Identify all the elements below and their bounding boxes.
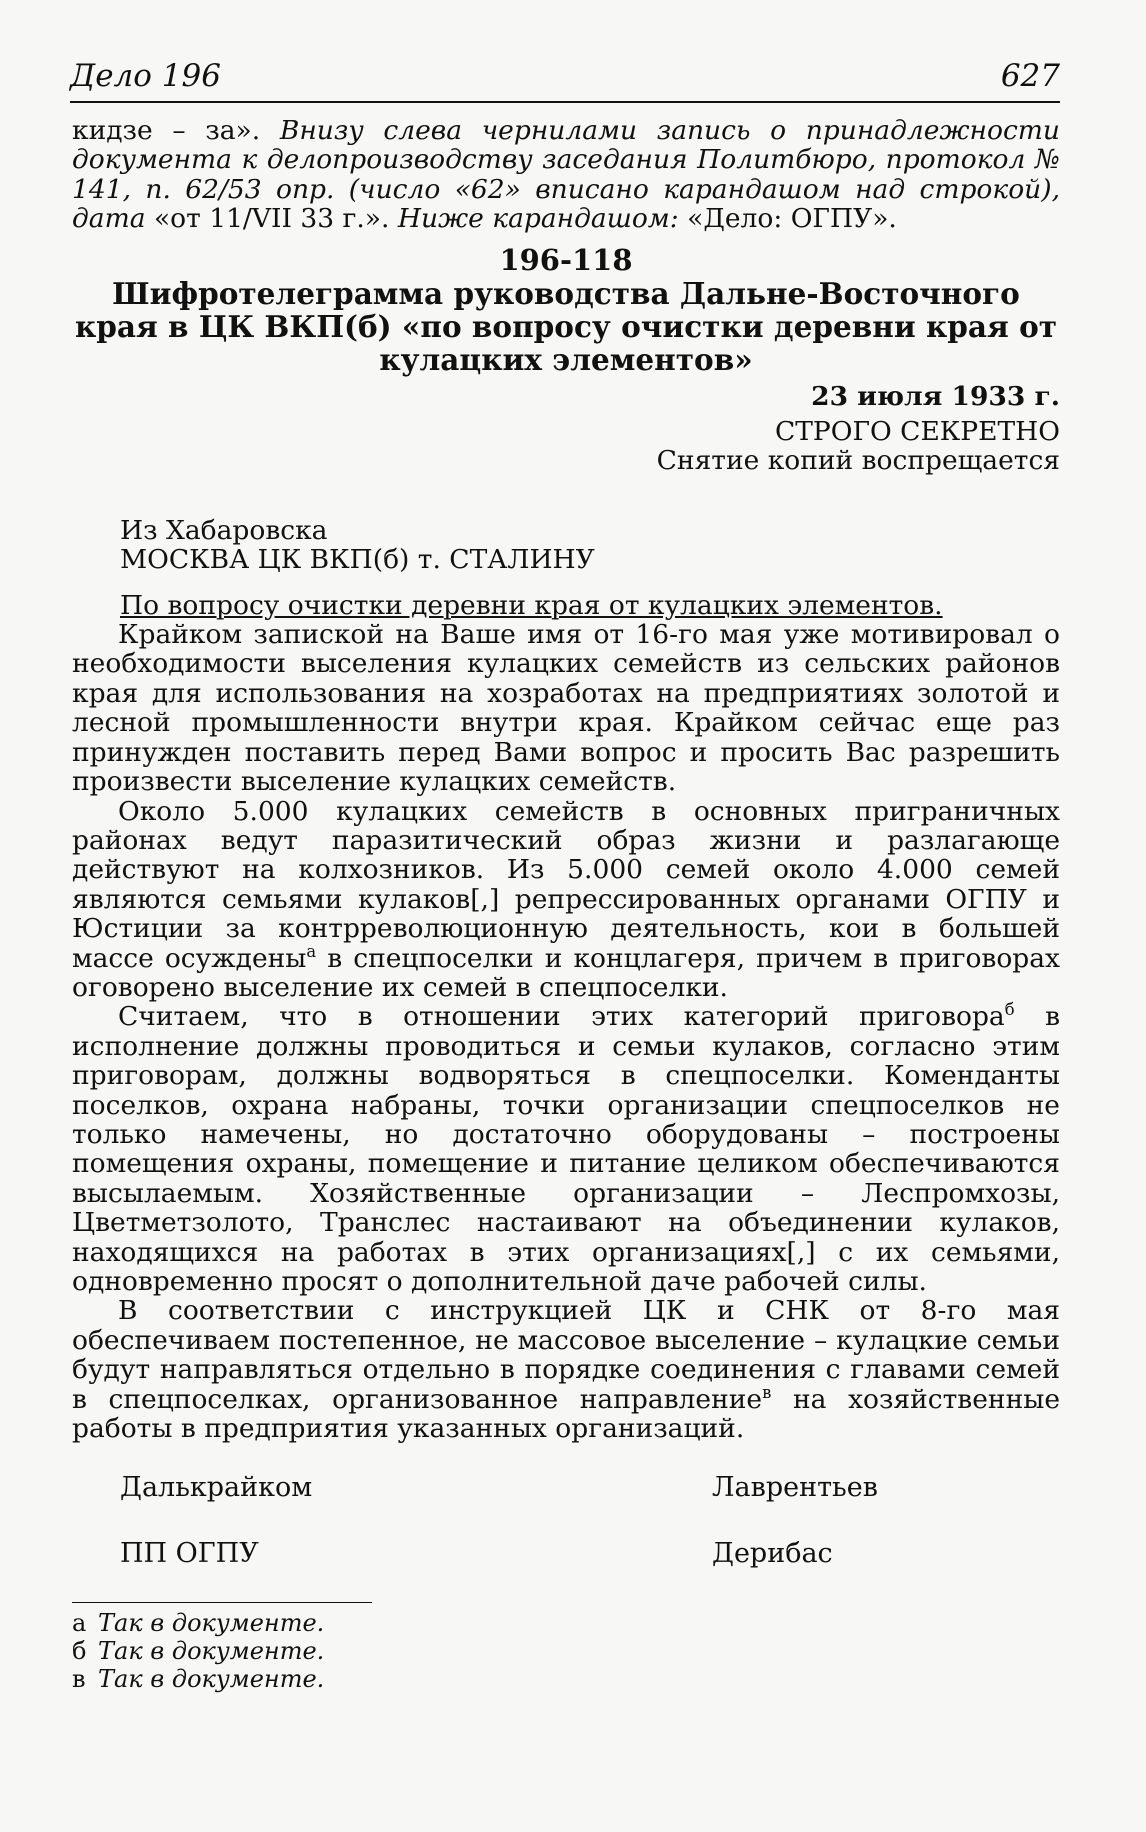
intro-text-3: «Дело: ОГПУ». — [678, 203, 897, 235]
footnote-rule — [72, 1602, 372, 1603]
paragraph-3-text-a: Считаем, что в отношении этих категорий приговора — [118, 1001, 1005, 1033]
intro-text-2: «от 11/VII 33 г.». — [145, 203, 398, 235]
subject-text: По вопросу очистки деревни края от кулацких элементов. — [120, 589, 943, 621]
paragraph-2-text-a: Около 5.000 кулацких семейств в основных приграничных районах ведут паразитический образ жизни и разлагающе действуют на колхозников. Из 5.000 семей около 4.000 семей являются семьями кулаков[,] репрессированных органами ОГПУ и Юстиции за контрреволюционную деятельность, кои в большей массе осуждены — [72, 795, 1060, 974]
paragraph-1: Крайком запиской на Ваше имя от 16-го мая уже мотивировал о необходимости выселения кулацких семейств из сельских районов края для использования на хозработах на предприятиях золотой и лесной промышленности внутри края. Крайком сейчас еще раз принужден поставить перед Вами вопрос и просить Вас разрешить произвести выселение кулацких семейств. — [72, 619, 1060, 798]
footnote-mark-c: в — [762, 1382, 772, 1402]
footnote — [72, 1665, 1060, 1693]
header-rule — [70, 101, 1060, 103]
signature-row — [72, 1539, 1060, 1568]
subject-line — [72, 591, 1060, 620]
intro-italic-2: Ниже карандашом: — [397, 203, 679, 235]
signature-row — [72, 1473, 1060, 1502]
document-date: 23 июля 1933 г. — [811, 380, 1060, 412]
paragraph-2 — [72, 797, 1060, 1003]
footnote-mark-a: а — [306, 941, 317, 961]
footnote-text: Так в документе. — [98, 1637, 325, 1666]
page-number: 627 — [1000, 58, 1060, 94]
signature-name: Дерибас — [712, 1537, 833, 1569]
copy-notice: Снятие копий воспрещается — [656, 445, 1060, 477]
footnote-text: Так в документе. — [98, 1665, 325, 1694]
footnote-mark: б — [72, 1637, 87, 1666]
paragraph-4 — [72, 1296, 1060, 1443]
footnote-mark-b: б — [1004, 1000, 1015, 1020]
footnote-mark: а — [72, 1609, 87, 1638]
footnote-mark: в — [72, 1665, 86, 1694]
footnote-text: Так в документе. — [98, 1609, 325, 1638]
signature-org: Далькрайком — [120, 1472, 313, 1504]
paragraph-4-text-b: на хозяйственные работы в предприятия указанных организаций. — [72, 1383, 1061, 1445]
signature-name: Лаврентьев — [712, 1472, 878, 1504]
document-body — [72, 116, 1060, 1693]
classification: СТРОГО СЕКРЕТНО — [774, 416, 1060, 448]
signature-org: ПП ОГПУ — [120, 1537, 259, 1569]
footnote — [72, 1609, 1060, 1637]
paragraph-3-text-b: в исполнение должны проводиться и семьи кулаков, согласно этим приговорам, должны водворяться в спецпоселки. Коменданты поселков, охрана набраны, точки организации спецпоселков не только намечены, но достаточно оборудованы – построены помещения охраны, помещение и питание целиком обеспечиваются высылаемым. Хозяйственные организации – Леспромхозы, Цветметзолото, Транслес настаивают на объединении кулаков, находящихся на работах в этих организациях[,] с их семьями, одновременно просят о дополнительной даче рабочей силы. — [72, 1001, 1060, 1297]
document-title: Шифротелеграмма руководства Дальне-Восточного края в ЦК ВКП(б) «по вопросу очистки деревни края от кулацких элементов» — [74, 275, 1058, 377]
intro-text-1: кидзе – за». — [72, 115, 280, 146]
sender-line: Из Хабаровска — [120, 514, 328, 546]
intro-note — [72, 116, 1060, 234]
intro-italic-1: Внизу слева чернилами запись о принадлежности документа к делопроизводству заседания Политбюро, протокол № 141, п. 62/53 опр. (число «62» вписано карандашом над строкой), дата — [72, 115, 1060, 235]
paragraph-2-text-b: в спецпоселки и концлагеря, причем в приговорах оговорено выселение их семей в спецпоселки. — [72, 942, 1060, 1003]
paragraph-4-text-a: В соответствии с инструкцией ЦК и СНК от 8-го мая обеспечиваем постепенное, не массовое выселение – кулацкие семьи будут направляться отдельно в порядке соединения с главами семей в спецпоселках, организованное направление — [72, 1295, 1060, 1415]
footnote — [72, 1637, 1060, 1665]
document-number: 196-118 — [499, 242, 633, 277]
paragraph-3 — [72, 1002, 1060, 1296]
recipient-line: МОСКВА ЦК ВКП(б) т. СТАЛИНУ — [120, 544, 595, 576]
case-label: Дело 196 — [70, 58, 221, 94]
page-header — [70, 58, 1060, 94]
